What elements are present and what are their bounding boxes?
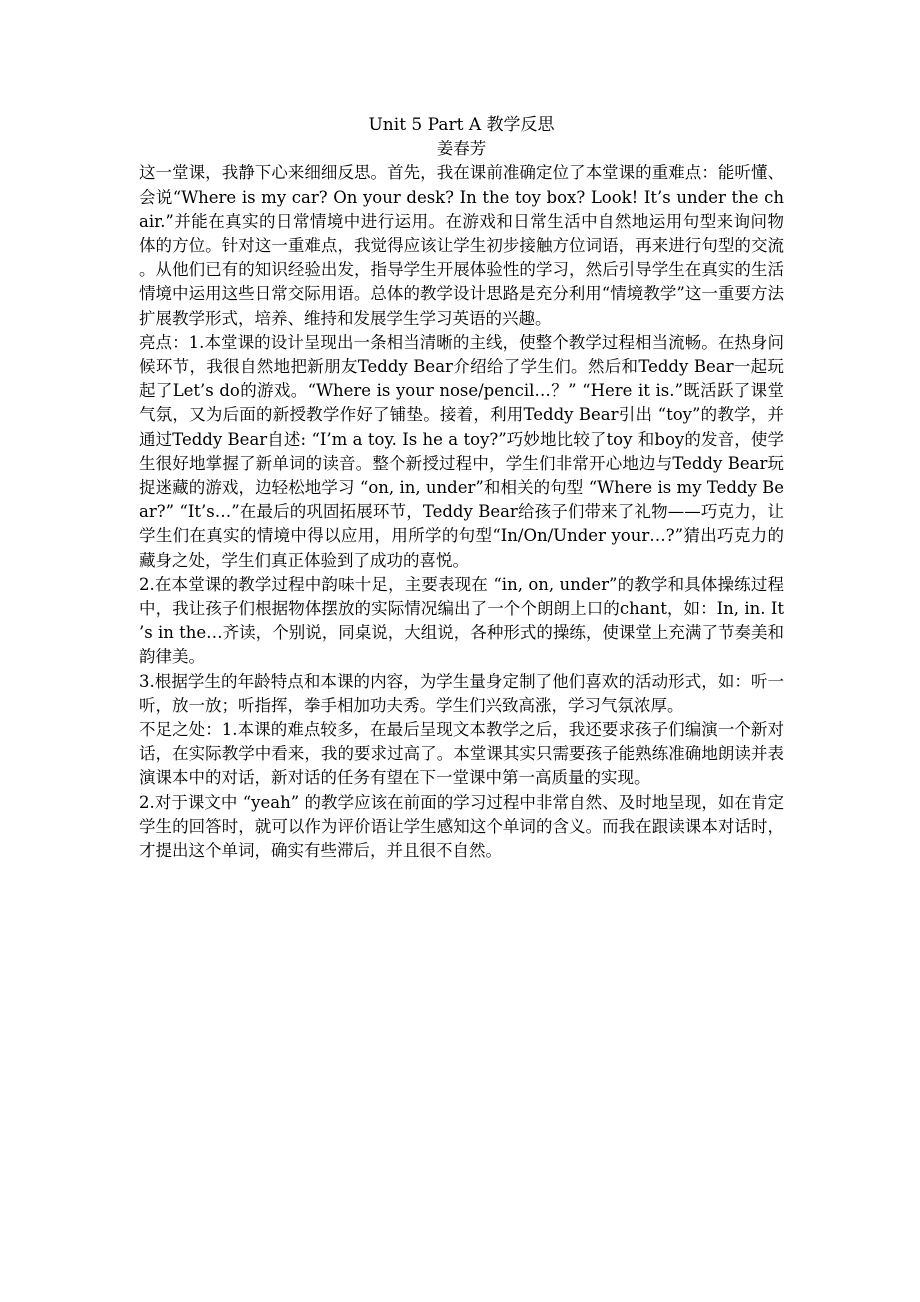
document-title: Unit 5 Part A 教学反思 [368,115,555,135]
paragraph-highlight-3: 3.根据学生的年龄特点和本课的内容，为学生量身定制了他们喜欢的活动形式，如：听一听，放一放；听指挥，拳手相加功夫秀。学生们兴致高涨，学习气氛浓厚。 [139,671,784,715]
paragraph-shortcoming-1: 不足之处：1.本课的难点较多，在最后呈现文本教学之后，我还要求孩子们编演一个新对话，在实际教学中看来，我的要求过高了。本堂课其实只需要孩子能熟练准确地朗读并表演课本中的对话，新对话的任务有望在下一堂课中第一高质量的实现。 [139,720,784,788]
paragraph-shortcoming-2: 2.对于课文中 “yeah” 的教学应该在前面的学习过程中非常自然、及时地呈现，如在肯定学生的回答时，就可以作为评价语让学生感知这个单词的含义。而我在跟读课本对话时，才提出这个单词，确实有些滞后，并且很不自然。 [139,792,784,861]
document-body [139,113,784,863]
paragraph-highlight-2: 2.在本堂课的教学过程中韵味十足，主要表现在 “in, on, under”的教学和具体操练过程中，我让孩子们根据物体摆放的实际情况编出了一个个朗朗上口的chant，如：In, in. It’s in the…齐读，个别说，同桌说，大组说，各种形式的操练，使课堂上充满了节奏美和韵律美。 [139,574,784,667]
paragraph-intro: 这一堂课，我静下心来细细反思。首先，我在课前准确定位了本堂课的重难点：能听懂、会说“Where is my car? On your desk? In the toy box? Look! It’s under the chair.”并能在真实的日常情境中进行运用。在游戏和日常生活中自然地运用句型来询问物体的方位。针对这一重难点，我觉得应该让学生初步接触方位词语，再来进行句型的交流。从他们已有的知识经验出发，指导学生开展体验性的学习，然后引导学生在真实的生活情境中运用这些日常交际用语。总体的教学设计思路是充分利用“情境教学”这一重要方法扩展教学形式，培养、维持和发展学生学习英语的兴趣。 [139,163,784,328]
paragraph-highlight-1: 亮点：1.本堂课的设计呈现出一条相当清晰的主线，使整个教学过程相当流畅。在热身问候环节，我很自然地把新朋友Teddy Bear介绍给了学生们。然后和Teddy Bear一起玩起了Let’s do的游戏。“Where is your nose/pencil…？” “Here it is.”既活跃了课堂气氛，又为后面的新授教学作好了铺垫。接着，利用Teddy Bear引出 “toy”的教学，并通过Teddy Bear自述: “I’m a toy. Is he a toy?”巧妙地比较了toy 和boy的发音，使学生很好地掌握了新单词的读音。整个新授过程中，学生们非常开心地边与Teddy Bear玩捉迷藏的游戏，边轻松地学习 “on, in, under”和相关的句型 “Where is my Teddy Bear?” “It’s…”在最后的巩固拓展环节，Teddy Bear给孩子们带来了礼物——巧克力，让学生们在真实的情境中得以应用，用所学的句型“In/On/Under your…?”猜出巧克力的藏身之处，学生们真正体验到了成功的喜悦。 [139,332,784,570]
document-author: 姜春芳 [436,139,487,159]
